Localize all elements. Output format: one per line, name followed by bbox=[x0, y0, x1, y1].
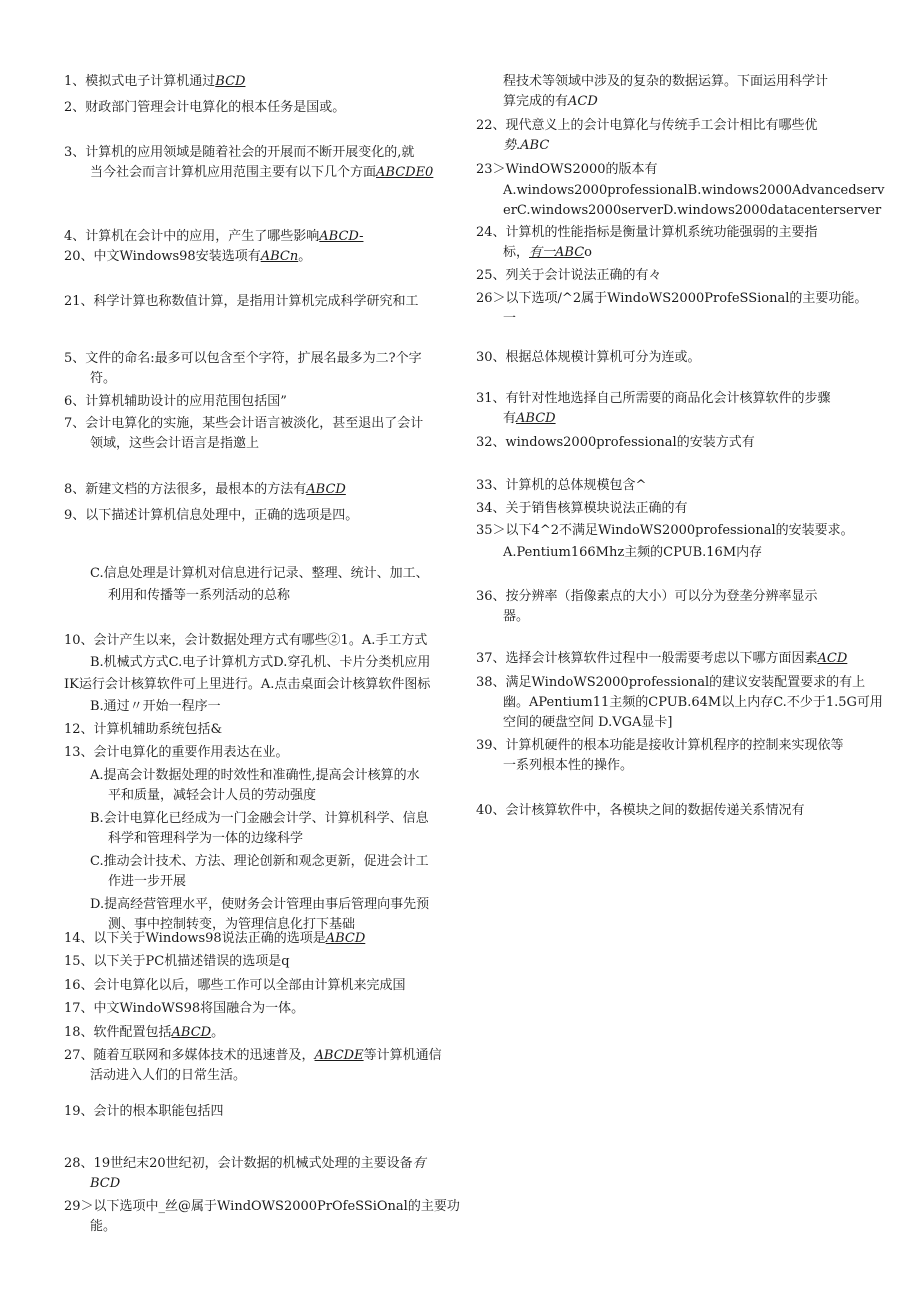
line-text: 1、模拟式电子计算机通过 bbox=[64, 74, 216, 89]
right-text-line bbox=[503, 93, 598, 111]
right-text-line bbox=[476, 161, 658, 179]
left-text-line bbox=[90, 565, 429, 583]
line-text: 33、计算机的总体规模包含^ bbox=[476, 478, 647, 493]
right-text-line bbox=[503, 757, 633, 775]
left-text-line bbox=[64, 350, 422, 368]
line-text: 平和质量，减轻会计人员的劳动强度 bbox=[108, 788, 317, 803]
line-text: 程技术等领域中涉及的复杂的数据运算。下面运用科学计 bbox=[503, 74, 829, 89]
answer-underlined: ABCD bbox=[306, 482, 346, 497]
left-text-line bbox=[64, 744, 289, 762]
answer-underlined: BCD bbox=[215, 74, 246, 89]
left-text-line bbox=[90, 698, 221, 716]
right-text-line bbox=[503, 244, 592, 262]
left-text-line bbox=[90, 810, 429, 828]
left-text-line bbox=[64, 144, 414, 162]
answer-underlined: ABCDE bbox=[314, 1048, 364, 1063]
line-text: 符。 bbox=[90, 371, 117, 386]
right-text-line bbox=[476, 117, 818, 135]
line-text: 有 bbox=[503, 411, 517, 426]
line-text: 6、计算机辅助设计的应用范围包括国” bbox=[64, 394, 287, 409]
line-text: 19、会计的根本职能包括四 bbox=[64, 1104, 224, 1119]
line-text: 利用和传播等一系列活动的总称 bbox=[108, 588, 291, 603]
line-text: 作进一步开展 bbox=[108, 874, 187, 889]
answer-underlined: 有一ABC bbox=[529, 245, 585, 260]
line-text: B.机械式方式C.电子计算机方式D.穿孔机、卡片分类机应用 bbox=[90, 655, 431, 670]
line-text: A.windows2000professionalB.windows2000Advancedserv bbox=[503, 183, 885, 198]
right-text-line bbox=[476, 267, 662, 285]
line-text: 15、以下关于PC机描述错误的选项是q bbox=[64, 954, 290, 969]
right-text-line bbox=[503, 608, 529, 626]
line-text: 38、满足WindoWS2000professional的建议安装配置要求的有上 bbox=[476, 675, 866, 690]
line-text: 24、计算机的性能指标是衡量计算机系统功能强弱的主要指 bbox=[476, 225, 818, 240]
left-text-line bbox=[64, 1198, 460, 1216]
left-text-line bbox=[64, 953, 290, 971]
line-text: 31、有针对性地选择自己所需要的商品化会计核算软件的步骤 bbox=[476, 391, 831, 406]
line-text: 30、根据总体规模计算机可分为连或。 bbox=[476, 350, 701, 365]
left-text-line bbox=[108, 873, 186, 891]
line-text: 21、科学计算也称数值计算，是指用计算机完成科学研究和工 bbox=[64, 294, 419, 309]
line-text: C.信息处理是计算机对信息进行记录、整理、统计、加工、 bbox=[90, 566, 429, 581]
right-text-line bbox=[503, 694, 883, 712]
right-text-line bbox=[503, 410, 556, 428]
left-text-line bbox=[64, 1000, 304, 1018]
line-text: 28、19世纪末20世纪初，会计数据的机械式处理的主要设备 bbox=[64, 1156, 413, 1171]
line-text: 2、财政部门管理会计电算化的根本任务是国或。 bbox=[64, 100, 346, 115]
line-text: 3、计算机的应用领域是随着社会的开展而不断开展变化的,就 bbox=[64, 145, 415, 160]
line-text: IK运行会计核算软件可上里进行。A.点击桌面会计核算软件图标 bbox=[64, 677, 431, 692]
line-text: 科学和管理科学为一体的边缘科学 bbox=[108, 831, 304, 846]
line-text: 18、软件配置包括 bbox=[64, 1025, 172, 1040]
left-text-line bbox=[90, 1175, 120, 1193]
line-suffix: 。 bbox=[211, 1025, 225, 1040]
line-text: 一系列根本性的操作。 bbox=[503, 758, 634, 773]
line-text: D.提高经营管理水平，使财务会计管理由事后管理向事先预 bbox=[90, 897, 430, 912]
left-text-line bbox=[64, 1047, 442, 1065]
left-text-line bbox=[64, 977, 406, 995]
left-text-line bbox=[64, 1155, 426, 1173]
left-text-line bbox=[64, 1103, 224, 1121]
right-text-line bbox=[503, 544, 762, 562]
line-text: 39、计算机硬件的根本功能是接收计算机程序的控制来实现依等 bbox=[476, 738, 844, 753]
answer-underlined: ABCD bbox=[516, 411, 556, 426]
right-text-line bbox=[476, 224, 818, 242]
line-text: 12、计算机辅助系统包括& bbox=[64, 722, 223, 737]
left-text-line bbox=[64, 73, 245, 91]
line-text: B.会计电算化已经成为一门金融会计学、计算机科学、信息 bbox=[90, 811, 429, 826]
right-text-line bbox=[503, 714, 672, 732]
line-text: 标， bbox=[503, 245, 530, 260]
answer-italic: 势.ABC bbox=[503, 138, 550, 153]
line-text: 算完成的有 bbox=[503, 94, 569, 109]
left-text-line bbox=[90, 654, 430, 672]
line-text: 25、列关于会计说法正确的有々 bbox=[476, 268, 662, 283]
line-text: 27、随着互联网和多媒体技术的迅速普及， bbox=[64, 1048, 315, 1063]
answer-underlined: ABCD bbox=[171, 1025, 212, 1040]
line-text: A.Pentium166Mhz主频的CPUB.16M内存 bbox=[503, 545, 763, 560]
left-text-line bbox=[64, 676, 430, 694]
answer-italic: ACD bbox=[568, 94, 598, 109]
left-text-line bbox=[90, 1218, 116, 1236]
right-text-line bbox=[476, 650, 847, 668]
line-text: 22、现代意义上的会计电算化与传统手工会计相比有哪些优 bbox=[476, 118, 818, 133]
right-text-line bbox=[476, 349, 701, 367]
line-text: 16、会计电算化以后，哪些工作可以全部由计算机来完成国 bbox=[64, 978, 406, 993]
line-text: 37、选择会计核算软件过程中一般需要考虑以下哪方面因素 bbox=[476, 651, 818, 666]
left-text-line bbox=[64, 721, 222, 739]
line-text: 20、中文Windows98安装选项有 bbox=[64, 249, 261, 264]
line-text: 10、会计产生以来，会计数据处理方式有哪些②1。A.手工方式 bbox=[64, 633, 428, 648]
right-text-line bbox=[476, 434, 755, 452]
left-text-line bbox=[64, 632, 427, 650]
line-text: 一 bbox=[503, 311, 517, 326]
line-text: 幽。APentium11主频的CPUB.64M以上内存C.不少于1.5G可用 bbox=[503, 695, 883, 710]
left-text-line bbox=[90, 164, 433, 182]
line-text: 32、windows2000professional的安装方式有 bbox=[476, 435, 755, 450]
line-text: erC.windows2000serverD.windows2000datacenterserver bbox=[503, 203, 882, 218]
right-text-line bbox=[476, 390, 831, 408]
line-text: 29＞以下选项中_丝@属于WindOWS2000PrOfeSSiOnal的主要功 bbox=[64, 1199, 460, 1214]
right-text-line bbox=[476, 500, 688, 518]
line-text: 23＞WindOWS2000的版本有 bbox=[476, 162, 658, 177]
left-text-line bbox=[90, 1067, 246, 1085]
line-text: 空间的硬盘空间 D.VGA显卡] bbox=[503, 715, 673, 730]
left-text-line bbox=[64, 507, 358, 525]
line-text: 8、新建文档的方法很多，最根本的方法有 bbox=[64, 482, 307, 497]
left-text-line bbox=[64, 248, 311, 266]
left-text-line bbox=[64, 99, 345, 117]
line-suffix: 。 bbox=[298, 249, 312, 264]
right-text-line bbox=[503, 310, 516, 328]
line-text: 7、会计电算化的实施，某些会计语言被淡化，甚至退出了会计 bbox=[64, 416, 424, 431]
right-text-line bbox=[476, 802, 805, 820]
left-text-line bbox=[90, 435, 259, 453]
left-text-line bbox=[64, 1024, 224, 1042]
right-text-line bbox=[476, 290, 867, 308]
left-text-line bbox=[64, 481, 346, 499]
left-text-line bbox=[90, 767, 420, 785]
line-text: 26＞以下选项/^2属于WindoWS2000ProfeSSional的主要功能。 bbox=[476, 291, 868, 306]
left-text-line bbox=[108, 787, 316, 805]
left-text-line bbox=[64, 393, 287, 411]
right-text-line bbox=[503, 202, 881, 220]
line-text: 17、中文WindoWS98将国融合为一体。 bbox=[64, 1001, 305, 1016]
line-text: 领域，这些会计语言是指邀上 bbox=[90, 436, 260, 451]
line-text: 9、以下描述计算机信息处理中，正确的选项是四。 bbox=[64, 508, 359, 523]
line-suffix: 等计算机通信 bbox=[363, 1048, 442, 1063]
line-text: 当今社会而言计算机应用范围主要有以下几个方面 bbox=[90, 165, 377, 180]
left-text-line bbox=[108, 587, 290, 605]
line-text: 5、文件的命名:最多可以包含至个字符，扩展名最多为二?个字 bbox=[64, 351, 422, 366]
right-text-line bbox=[503, 182, 884, 200]
line-text: 4、计算机在会计中的应用，产生了哪些影响 bbox=[64, 229, 320, 244]
line-text: 36、按分辨率（指像素点的大小）可以分为登垄分辨率显示 bbox=[476, 589, 818, 604]
left-text-line bbox=[64, 293, 419, 311]
answer-italic: BCD bbox=[90, 1176, 121, 1191]
line-text: 能。 bbox=[90, 1219, 117, 1234]
right-text-line bbox=[503, 137, 549, 155]
line-text: C.推动会计技术、方法、理论创新和观念更新，促进会计工 bbox=[90, 854, 429, 869]
answer-underlined: ACD bbox=[817, 651, 848, 666]
left-text-line bbox=[64, 415, 423, 433]
line-suffix: o bbox=[584, 245, 592, 260]
left-text-line bbox=[90, 896, 429, 914]
answer-underlined: ABCD bbox=[325, 931, 366, 946]
answer-underlined: ABCD- bbox=[319, 229, 364, 244]
answer-underlined: ABCn bbox=[260, 249, 299, 264]
line-text: B.通过〃开始一程序一 bbox=[90, 699, 221, 714]
right-text-line bbox=[476, 588, 818, 606]
right-text-line bbox=[476, 737, 844, 755]
line-text: 40、会计核算软件中，各模块之间的数据传递关系情况有 bbox=[476, 803, 805, 818]
right-text-line bbox=[476, 674, 865, 692]
left-text-line bbox=[90, 370, 116, 388]
line-text: 器。 bbox=[503, 609, 530, 624]
left-text-line bbox=[64, 930, 365, 948]
right-text-line bbox=[503, 73, 828, 91]
line-text: 14、以下关于Windows98说法正确的选项是 bbox=[64, 931, 326, 946]
line-text: 活动进入人们的日常生活。 bbox=[90, 1068, 247, 1083]
answer-italic: 有 bbox=[412, 1156, 426, 1171]
right-text-line bbox=[476, 522, 854, 540]
line-text: 34、关于销售核算模块说法正确的有 bbox=[476, 501, 688, 516]
line-text: 测、事中控制转变，为管理信息化打下基础 bbox=[108, 917, 356, 932]
line-text: 13、会计电算化的重要作用表达在业。 bbox=[64, 745, 289, 760]
left-text-line bbox=[90, 853, 429, 871]
left-text-line bbox=[64, 228, 363, 246]
left-text-line bbox=[108, 830, 303, 848]
answer-underlined: ABCDE0 bbox=[376, 165, 434, 180]
line-text: 35＞以下4^2不满足WindoWS2000professional的安装要求。 bbox=[476, 523, 854, 538]
right-text-line bbox=[476, 477, 646, 495]
line-text: A.提高会计数据处理的时效性和准确性,提高会计核算的水 bbox=[90, 768, 420, 783]
